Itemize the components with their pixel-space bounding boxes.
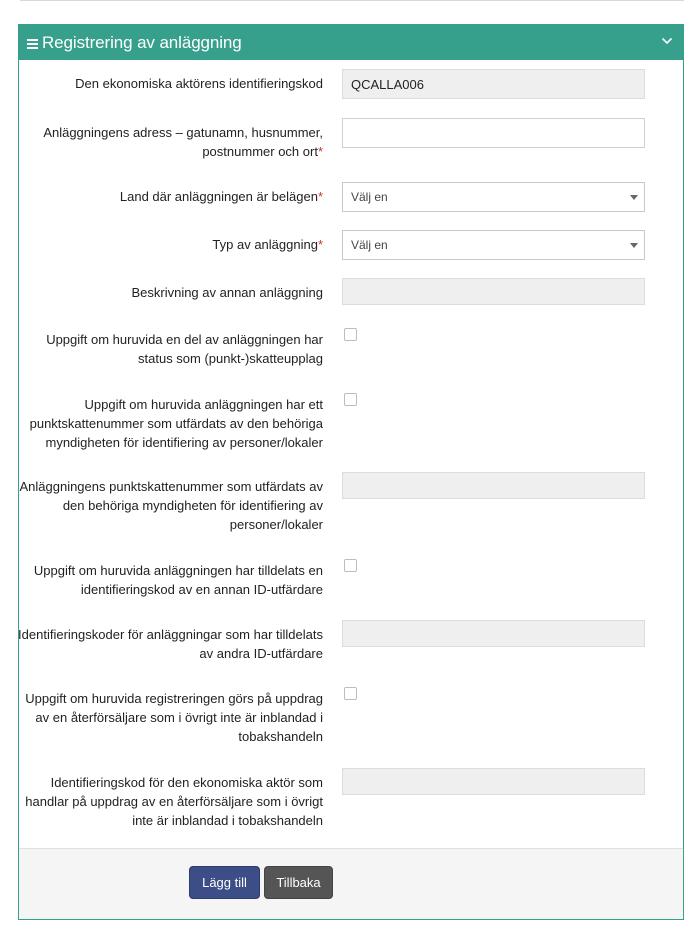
other-id-codes-field[interactable] bbox=[342, 620, 645, 647]
country-label: Land där anläggningen är belägen* bbox=[119, 189, 323, 204]
tax-warehouse-status-label: Uppgift om huruvida en del av anläggningen har status som (punkt-)skatteupplag bbox=[46, 332, 323, 366]
chevron-down-icon[interactable] bbox=[661, 35, 673, 47]
tax-warehouse-status-checkbox[interactable] bbox=[344, 328, 357, 341]
operator-id-value: QCALLA006 bbox=[351, 76, 424, 92]
country-selected-value: Välj en bbox=[351, 190, 388, 204]
panel-footer bbox=[19, 848, 683, 919]
facility-type-selected-value: Välj en bbox=[351, 238, 388, 252]
has-excise-number-checkbox[interactable] bbox=[344, 393, 357, 406]
excise-number-field[interactable] bbox=[342, 472, 645, 499]
required-mark: * bbox=[317, 144, 323, 159]
required-mark: * bbox=[317, 237, 323, 252]
operator-on-behalf-id-field[interactable] bbox=[342, 768, 645, 795]
other-description-label: Beskrivning av annan anläggning bbox=[131, 285, 323, 300]
top-divider bbox=[20, 0, 684, 1]
add-button[interactable]: Lägg till bbox=[189, 866, 260, 899]
on-behalf-retailer-checkbox[interactable] bbox=[344, 687, 357, 700]
address-input[interactable] bbox=[342, 118, 645, 148]
caret-down-icon bbox=[630, 243, 638, 248]
back-button[interactable]: Tillbaka bbox=[264, 866, 333, 899]
operator-id-label: Den ekonomiska aktörens identifieringskod bbox=[75, 76, 323, 91]
excise-number-label: Anläggningens punktskattenummer som utfärdats av den behöriga myndigheten för identifiering av personer/lokaler bbox=[19, 479, 323, 532]
facility-type-select[interactable] bbox=[342, 230, 645, 260]
menu-icon bbox=[27, 39, 38, 48]
caret-down-icon bbox=[630, 195, 638, 200]
has-other-id-checkbox[interactable] bbox=[344, 559, 357, 572]
required-mark: * bbox=[317, 189, 323, 204]
panel-title: Registrering av anläggning bbox=[42, 32, 242, 52]
other-id-codes-label: Identifieringskoder för anläggningar som har tilldelats av andra ID-utfärdare bbox=[18, 627, 323, 661]
facility-registration-panel bbox=[18, 24, 684, 920]
facility-type-label: Typ av anläggning* bbox=[212, 237, 323, 252]
has-other-id-label: Uppgift om huruvida anläggningen har tilldelats en identifieringskod av en annan ID-utfärdare bbox=[33, 563, 323, 597]
other-description-field[interactable] bbox=[342, 278, 645, 305]
has-excise-number-label: Uppgift om huruvida anläggningen har ett punktskattenummer som utfärdats av den behöriga myndigheten för identifiering av personer/lokaler bbox=[29, 397, 323, 450]
operator-on-behalf-id-label: Identifieringskod för den ekonomiska aktör som handlar på uppdrag av en återförsäljare som i övrigt inte är inblandad i tobakshandeln bbox=[25, 775, 323, 828]
on-behalf-retailer-label: Uppgift om huruvida registreringen görs på uppdrag av en återförsäljare som i övrigt inte är inblandad i tobakshandeln bbox=[25, 691, 323, 744]
address-label: Anläggningens adress – gatunamn, husnummer, postnummer och ort* bbox=[43, 125, 323, 159]
country-select[interactable] bbox=[342, 182, 645, 212]
operator-id-field[interactable] bbox=[342, 69, 645, 99]
panel-header[interactable] bbox=[19, 25, 683, 60]
